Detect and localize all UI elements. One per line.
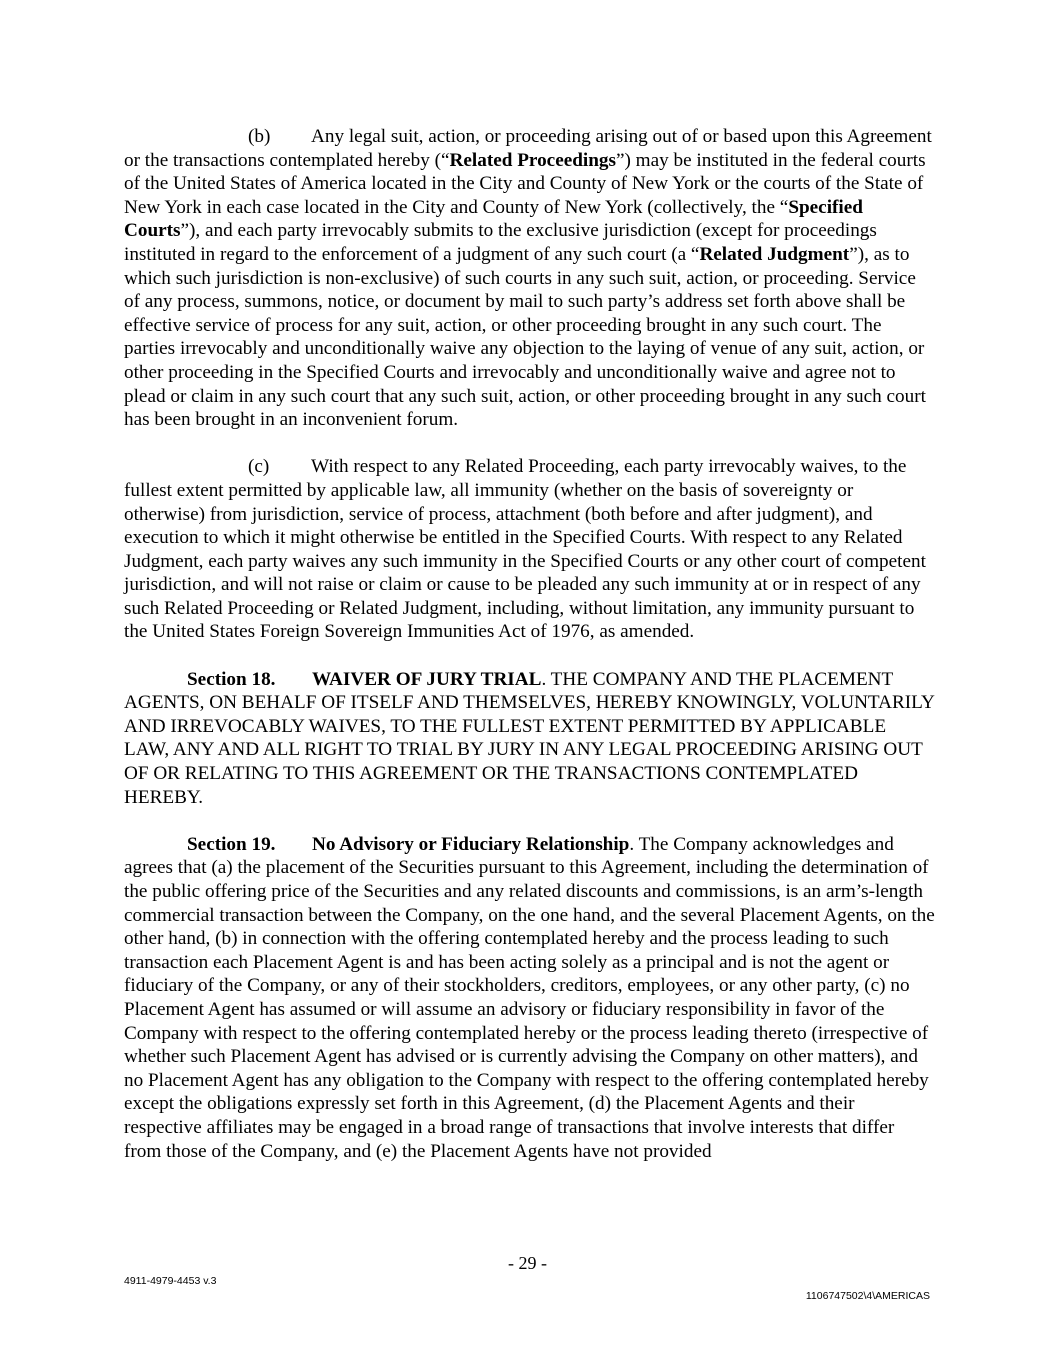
section-19 — [124, 833, 936, 1163]
paragraph-b-text-2: ”) may be instituted in the federal courts of the United States of America located in the City and County of New York or the courts of the State of New York in each case located in the City and County of New York (collectively, the “ — [124, 149, 926, 218]
section-19-label: Section 19. — [187, 833, 276, 855]
term-specified-courts: Specified Courts — [124, 196, 863, 242]
term-related-judgment: Related Judgment — [699, 243, 850, 265]
section-18-text: . THE COMPANY AND THE PLACEMENT AGENTS, ON BEHALF OF ITSELF AND THEMSELVES, HEREBY KNOWINGLY, VOLUNTARILY AND IRREVOCABLY WAIVES, TO THE FULLEST EXTENT PERMITTED BY APPLICABLE LAW, ANY AND ALL RIGHT TO TRIAL BY JURY IN ANY LEGAL PROCEEDING ARISING OUT OF OR RELATING TO THIS AGREEMENT OR THE TRANSACTIONS CONTEMPLATED HEREBY. — [124, 668, 935, 808]
document-body — [124, 125, 936, 1163]
paragraph-b-label: (b) — [248, 126, 271, 147]
page-number: - 29 - — [508, 1253, 547, 1273]
matter-id: 1106747502\4\AMERICAS — [805, 1290, 930, 1302]
section-18-heading: WAIVER OF JURY TRIAL — [312, 668, 542, 690]
paragraph-b-text-1: Any legal suit, action, or proceeding arising out of or based upon this Agreement or the transactions contemplated hereby (“ — [124, 126, 932, 171]
section-18-label: Section 18. — [187, 668, 276, 690]
section-19-text: . The Company acknowledges and agrees that (a) the placement of the Securities pursuant to this Agreement, including the determination of the public offering price of the Securities and any related discounts and commissions, is an arm’s-length commercial transaction between the Company, on the one hand, and the several Placement Agents, on the other hand, (b) in connection with the offering contemplated hereby and the process leading to such transaction each Placement Agent is and has been acting solely as a principal and is not the agent or fiduciary of the Company, or any of their stockholders, creditors, employees, or any other party, (c) no Placement Agent has assumed or will assume an advisory or fiduciary responsibility in favor of the Company with respect to the offering contemplated hereby or the process leading thereto (irrespective of whether such Placement Agent has advised or is currently advising the Company on other matters), and no Placement Agent has any obligation to the Company with respect to the offering contemplated hereby except the obligations expressly set forth in this Agreement, (d) the Placement Agents and their respective affiliates may be engaged in a broad range of transactions that involve interests that differ from those of the Company, and (e) the Placement Agents have not provided — [124, 833, 935, 1162]
paragraph-b-text-3: ”), and each party irrevocably submits to the exclusive jurisdiction (except for proceedings instituted in regard to the enforcement of a judgment of any such court (a “ — [124, 220, 877, 265]
paragraph-c-text: With respect to any Related Proceeding, each party irrevocably waives, to the fullest extent permitted by applicable law, all immunity (whether on the basis of sovereignty or otherwise) from jurisdiction, service of process, attachment (both before and after judgment), and execution to which it might otherwise be entitled in the Specified Courts. With respect to any Related Judgment, each party waives any such immunity in the Specified Courts or any other court of competent jurisdiction, and will not raise or claim or cause to be pleaded any such immunity at or in respect of any such Related Proceeding or Related Judgment, including, without limitation, any immunity pursuant to the United States Foreign Sovereign Immunities Act of 1976, as amended. — [124, 456, 926, 643]
paragraph-c — [124, 455, 936, 644]
term-related-proceedings: Related Proceedings — [449, 149, 616, 171]
section-19-heading: No Advisory or Fiduciary Relationship — [312, 833, 630, 855]
document-id: 4911-4979-4453 v.3 — [124, 1275, 217, 1287]
section-18 — [124, 668, 936, 810]
paragraph-b-text-4: ”), as to which such jurisdiction is non-exclusive) of such courts in any such suit, action, or proceeding. Service of any process, summons, notice, or document by mail to such party’s address set forth above shall be effective service of process for any suit, action, or other proceeding brought in any such court. The parties irrevocably and unconditionally waive any objection to the laying of venue of any suit, action, or other proceeding in the Specified Courts and irrevocably and unconditionally waive and agree not to plead or claim in any such court that any such suit, action, or other proceeding brought in any such court has been brought in an inconvenient forum. — [124, 243, 926, 431]
paragraph-b — [124, 125, 936, 432]
paragraph-c-label: (c) — [248, 456, 270, 478]
